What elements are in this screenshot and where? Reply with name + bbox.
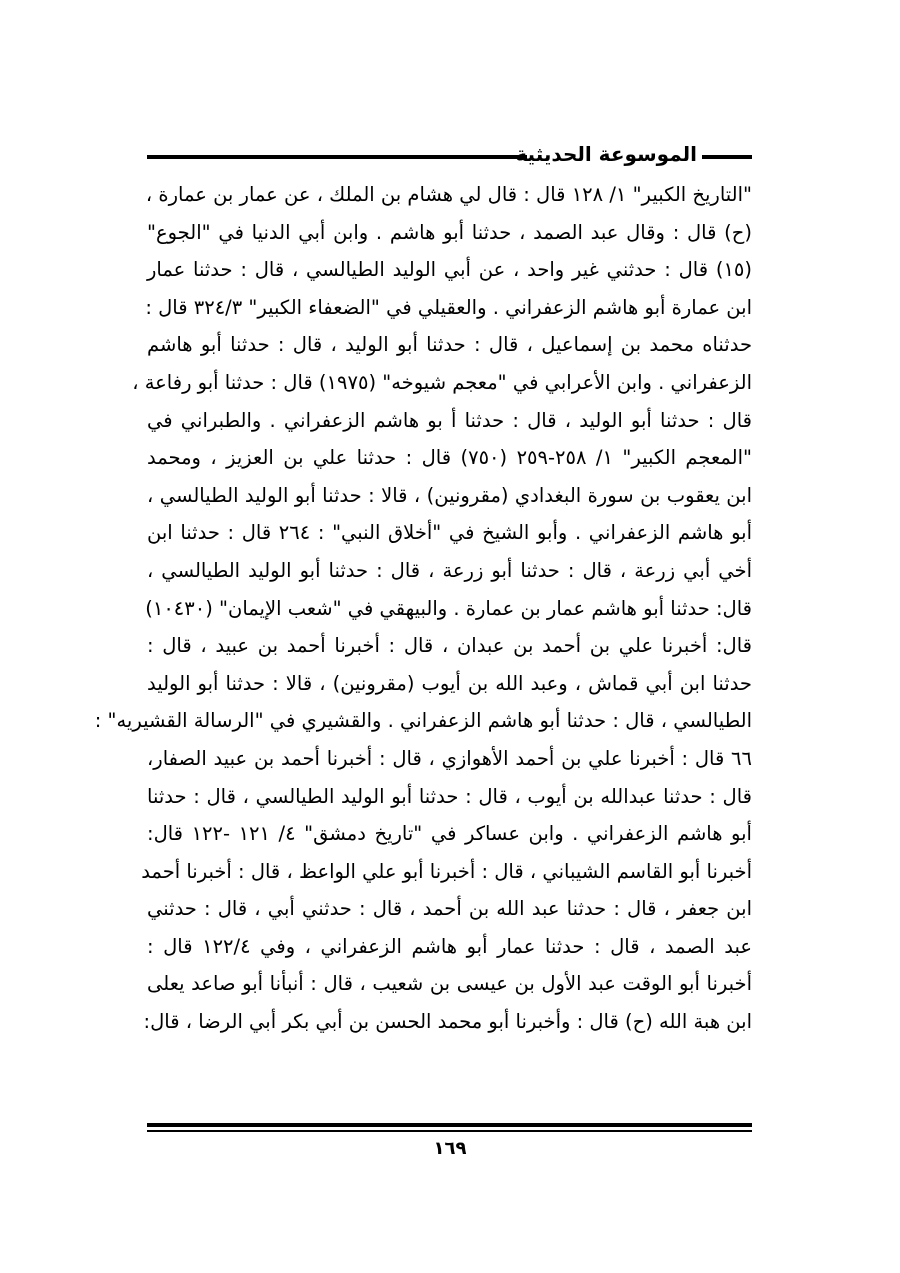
text-line: "التاريخ الكبير" ١/ ١٢٨ قال : قال لي هشام بن الملك ، عن عمار بن عمارة ،: [145, 183, 752, 206]
footer-rule: [147, 1123, 752, 1132]
body-text: [94, 176, 752, 1041]
footer-rule-thin: [147, 1130, 752, 1132]
footer-rule-thick: [147, 1123, 752, 1127]
text-line: ابن جعفر ، قال : حدثنا عبد الله بن أحمد ، قال : حدثني أبي ، قال : حدثني: [147, 897, 752, 921]
text-line: "المعجم الكبير" ١/ ٢٥٨-٢٥٩ (٧٥٠) قال : حدثنا علي بن العزيز ، ومحمد: [147, 446, 752, 470]
text-line: (ح) قال : وقال عبد الصمد ، حدثنا أبو هاشم . وابن أبي الدنيا في "الجوع": [147, 220, 752, 244]
text-line: أبو هاشم الزعفراني . وابن عساكر في "تاريخ دمشق" ٤/ ١٢١ -١٢٢ قال:: [147, 822, 752, 846]
text-line: عبد الصمد ، قال : حدثنا عمار أبو هاشم الزعفراني ، وفي ١٢٢/٤ قال :: [147, 934, 752, 958]
text-line: ابن عمارة أبو هاشم الزعفراني . والعقيلي في "الضعفاء الكبير" ٣٢٤/٣ قال :: [145, 295, 752, 319]
text-line: أخبرنا أبو الوقت عبد الأول بن عيسى بن شعيب ، قال : أنبأنا أبو صاعد يعلى: [147, 972, 752, 996]
text-line: الزعفراني . وابن الأعرابي في "معجم شيوخه" (١٩٧٥) قال : حدثنا أبو رفاعة ،: [132, 370, 752, 394]
text-line: أخبرنا أبو القاسم الشيباني ، قال : أخبرنا أبو علي الواعظ ، قال : أخبرنا أحمد: [141, 859, 752, 883]
text-line: أبو هاشم الزعفراني . وأبو الشيخ في "أخلاق النبي" : ٢٦٤ قال : حدثنا ابن: [147, 521, 752, 545]
text-line: قال : حدثنا أبو الوليد ، قال : حدثنا أ بو هاشم الزعفراني . والطبراني في: [147, 408, 752, 432]
text-line: قال: أخبرنا علي بن أحمد بن عبدان ، قال : أخبرنا أحمد بن عبيد ، قال :: [147, 634, 752, 658]
text-line: ٦٦ قال : أخبرنا علي بن أحمد الأهوازي ، قال : أخبرنا أحمد بن عبيد الصفار،: [147, 746, 752, 770]
text-line: الطيالسي ، قال : حدثنا أبو هاشم الزعفراني . والقشيري في "الرسالة القشيريه" :: [94, 709, 752, 733]
text-line: قال : حدثنا عبدالله بن أيوب ، قال : حدثنا أبو الوليد الطيالسي ، قال : حدثنا: [147, 784, 752, 808]
text-line: حدثناه محمد بن إسماعيل ، قال : حدثنا أبو الوليد ، قال : حدثنا أبو هاشم: [147, 333, 752, 357]
text-line: أخي أبي زرعة ، قال : حدثنا أبو زرعة ، قال : حدثنا أبو الوليد الطيالسي ،: [147, 558, 752, 582]
header-rule-left: [147, 155, 527, 159]
text-line: قال: حدثنا أبو هاشم عمار بن عمارة . والبيهقي في "شعب الإيمان" (١٠٤٣٠): [145, 596, 752, 620]
text-line: ابن هبة الله (ح) قال : وأخبرنا أبو محمد الحسن بن أبي بكر أبي الرضا ، قال:: [143, 1010, 752, 1034]
running-title: الموسوعة الحديثية: [515, 142, 697, 166]
page-number: ١٦٩: [433, 1138, 467, 1159]
header-rule-right: [702, 155, 752, 159]
text-line: (١٥) قال : حدثني غير واحد ، عن أبي الوليد الطيالسي ، قال : حدثنا عمار: [147, 258, 752, 282]
page-header: [147, 140, 752, 176]
text-line: ابن يعقوب بن سورة البغدادي (مقرونين) ، قالا : حدثنا أبو الوليد الطيالسي ،: [147, 483, 752, 507]
text-line: حدثنا ابن أبي قماش ، وعبد الله بن أيوب (مقرونين) ، قالا : حدثنا أبو الوليد: [147, 671, 752, 695]
